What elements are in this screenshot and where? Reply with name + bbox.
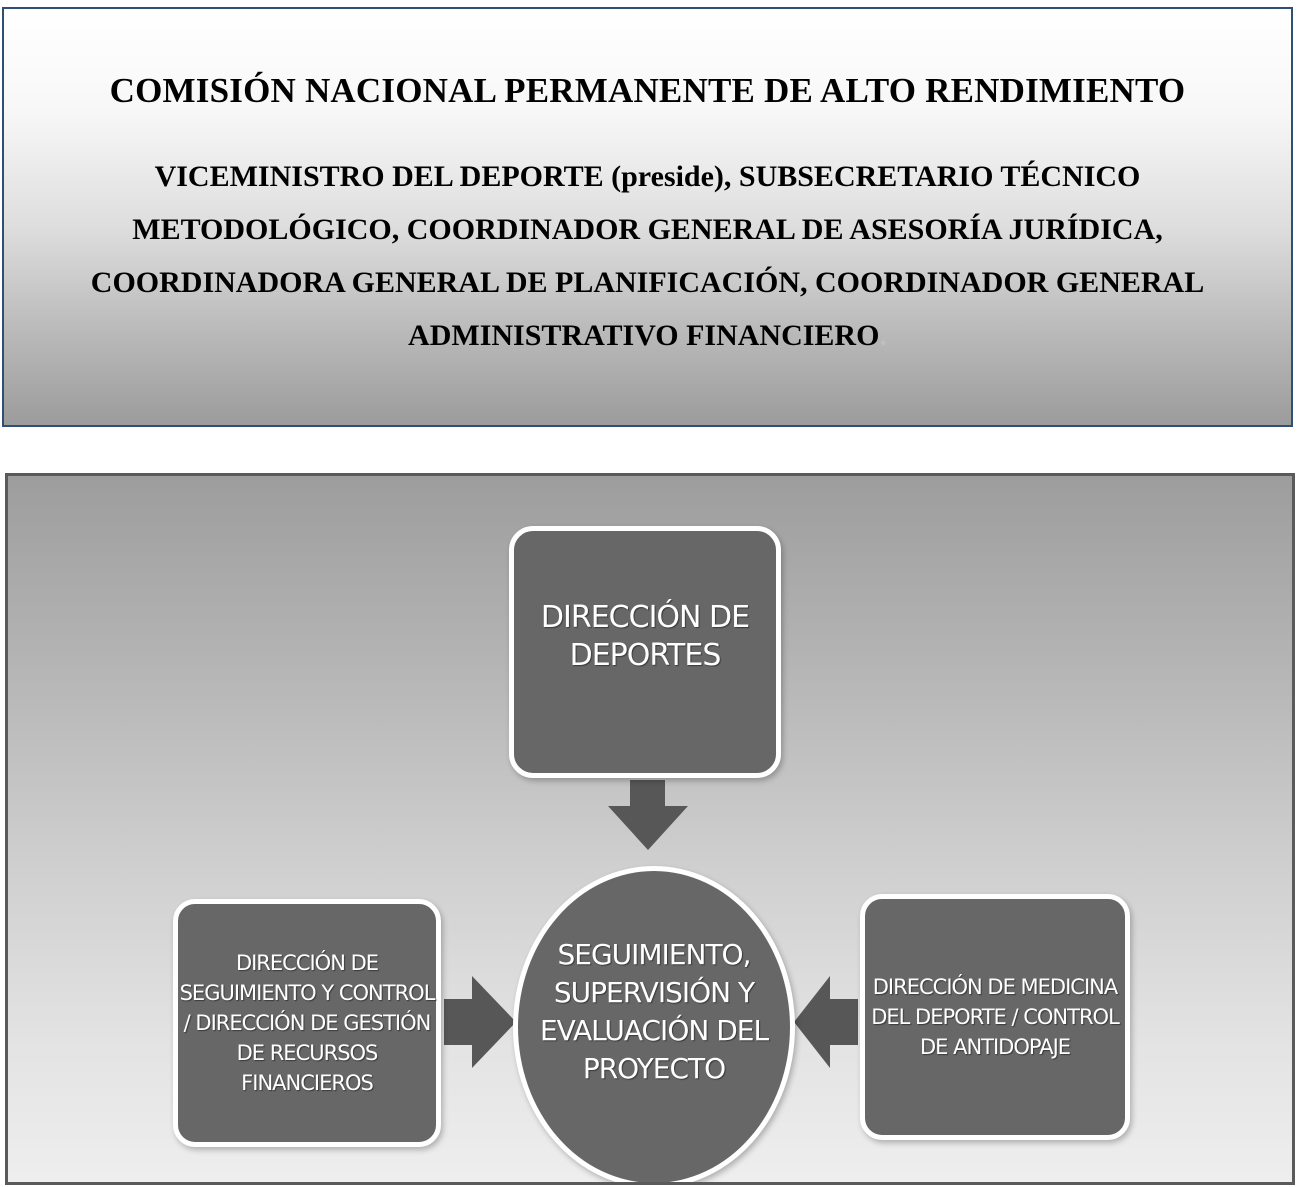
- node-direccion-seguimiento-control: [173, 899, 441, 1147]
- node-direccion-medicina-deporte: [860, 894, 1130, 1140]
- node-direccion-deportes-label: DIRECCIÓN DE DEPORTES: [540, 600, 750, 673]
- commission-members: [74, 150, 1221, 362]
- node-seguimiento-supervision: [513, 866, 795, 1185]
- arrow-down-icon: [608, 780, 688, 850]
- commission-members-text: VICEMINISTRO DEL DEPORTE (preside), SUBSECRETARIO TÉCNICO METODOLÓGICO, COORDINADOR GENERAL DE ASESORÍA JURÍDICA, COORDINADORA GENERAL DE PLANIFICACIÓN, COORDINADOR GENERAL ADMINISTRATIVO FINANCIERO: [90, 160, 1205, 352]
- commission-header: [2, 7, 1293, 427]
- arrow-right-icon: [444, 976, 516, 1068]
- arrow-left-icon: [794, 976, 858, 1068]
- node-direccion-medicina-deporte-label: DIRECCIÓN DE MEDICINA DEL DEPORTE / CONTROL DE ANTIDOPAJE: [871, 975, 1119, 1059]
- node-direccion-seguimiento-control-label: DIRECCIÓN DE SEGUIMIENTO Y CONTROL / DIRECCIÓN DE GESTIÓN DE RECURSOS FINANCIEROS: [179, 951, 435, 1095]
- organization-diagram: [5, 473, 1295, 1185]
- commission-title: COMISIÓN NACIONAL PERMANENTE DE ALTO RENDIMIENTO: [109, 71, 1186, 110]
- node-seguimiento-supervision-label: SEGUIMIENTO, SUPERVISIÓN Y EVALUACIÓN DEL PROYECTO: [539, 938, 769, 1085]
- commission-members-end: .: [879, 319, 887, 352]
- node-direccion-deportes: [509, 526, 781, 778]
